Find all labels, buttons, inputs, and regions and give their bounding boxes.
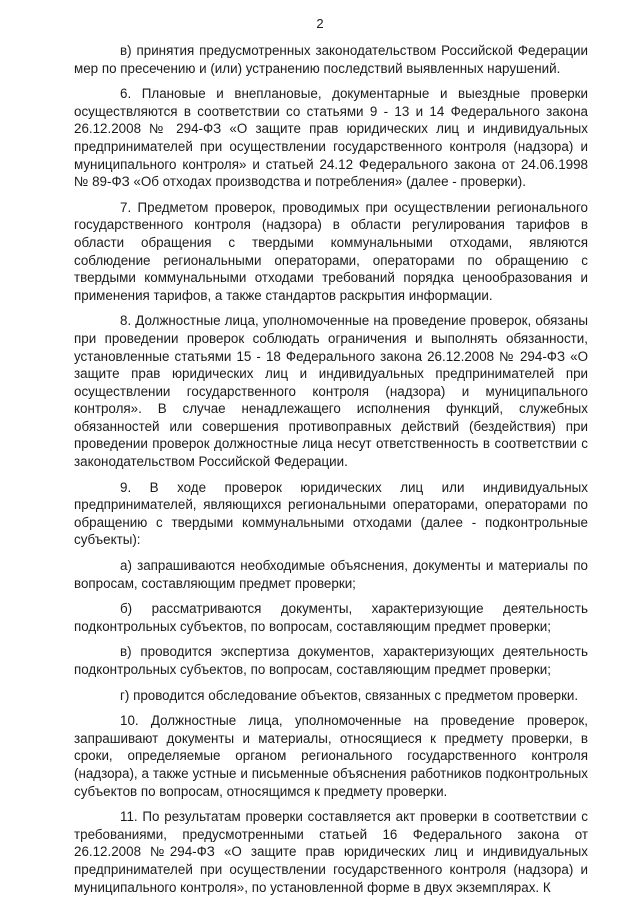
paragraph-9-during-inspection: 9. В ходе проверок юридических лиц или индивидуальных предпринимателей, являющихся региональными операторами, операторами по обращению с твердыми коммунальными отходами (далее - подконтрольные субъекты): xyxy=(74,479,588,548)
paragraph-10-documents: 10. Должностные лица, уполномоченные на проведение проверок, запрашивают документы и материалы, относящиеся к предмету проверки, в сроки, определяемые органом регионального государственного контроля (надзора), а также устные и письменные объяснения работников подконтрольных субъектов по вопросам, относящимся к предмету проверки. xyxy=(74,713,588,799)
paragraph-v-measures: в) принятия предусмотренных законодательством Российской Федерации мер по пресечению и (или) устранению последствий выявленных нарушений. xyxy=(74,43,588,76)
paragraph-9a-requests: а) запрашиваются необходимые объяснения, документы и материалы по вопросам, составляющим предмет проверки; xyxy=(74,558,588,591)
paragraph-7-subject: 7. Предметом проверок, проводимых при осуществлении регионального государственного контроля (надзора) в области регулирования тарифов в области обращения с твердыми коммунальными отходами, являются соблюдение региональными операторами, операторами по обращению с твердыми коммунальными отходами требований порядка ценообразования и применения тарифов, а также стандартов раскрытия информации. xyxy=(74,199,588,303)
paragraph-8-officials: 8. Должностные лица, уполномоченные на проведение проверок, обязаны при проведении проверок соблюдать ограничения и выполнять обязанности, установленные статьями 15 - 18 Федерального закона 26.12.2008 № 294-ФЗ «О защите прав юридических лиц и индивидуальных предпринимателей при осуществлении государственного контроля (надзора) и муниципального контроля». В случае ненадлежащего исполнения функций, служебных обязанностей или совершения противоправных действий (бездействия) при проведении проверок должностные лица несут ответственность в соответствии с законодательством Российской Федерации. xyxy=(74,313,588,470)
page-number: 2 xyxy=(316,16,324,31)
paragraph-6-inspections: 6. Плановые и внеплановые, документарные и выездные проверки осуществляются в соответствии со статьями 9 - 13 и 14 Федерального закона 26.12.2008 № 294-ФЗ «О защите прав юридических лиц и индивидуальных предпринимателей при осуществлении государственного контроля (надзора) и муниципального контроля» и статьей 24.12 Федерального закона от 24.06.1998 № 89-ФЗ «Об отходах производства и потребления» (далее - проверки). xyxy=(74,86,588,190)
paragraph-11-act: 11. По результатам проверки составляется акт проверки в соответствии с требованиями, предусмотренными статьей 16 Федерального закона от 26.12.2008 №294-ФЗ «О защите прав юридических лиц и индивидуальных предпринимателей при осуществлении государственного контроля (надзора) и муниципального контроля», по установленной форме в двух экземплярах. К xyxy=(74,809,588,895)
document-body xyxy=(74,42,588,903)
paragraph-9g-survey: г) проводится обследование объектов, связанных с предметом проверки. xyxy=(120,687,579,703)
paragraph-9v-expertise: в) проводится экспертиза документов, характеризующих деятельность подконтрольных субъектов, по вопросам, составляющим предмет проверки; xyxy=(74,644,588,677)
paragraph-9b-review: б) рассматриваются документы, характеризующие деятельность подконтрольных субъектов, по вопросам, составляющим предмет проверки; xyxy=(74,601,588,634)
